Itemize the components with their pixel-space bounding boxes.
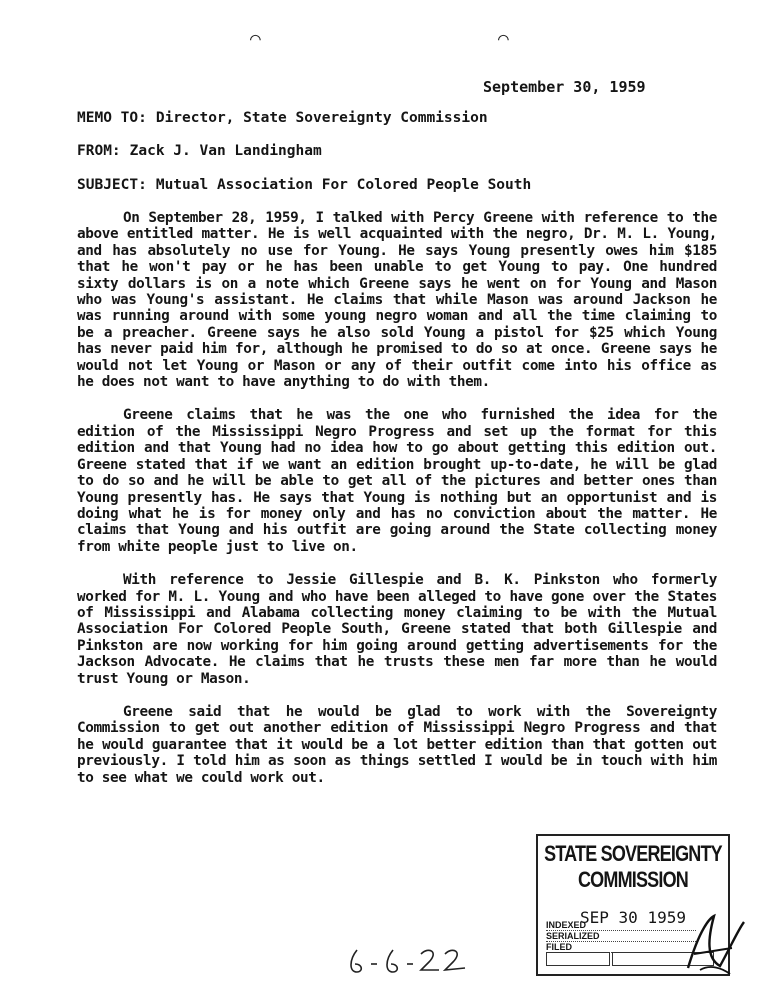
memo-to-line [77,110,488,126]
punch-mark-right: ⌒ [498,28,509,49]
body-paragraph: With reference to Jessie Gillespie and B. K. Pinkston who formerly worked for M. L. Young and who have been alleged to have gone over the States of Mississippi and Alabama collecting money claiming to be with the Mutual Association For Colored People South, Greene stated that both Gillespie and Pinkston are now working for him going around getting advertisements for the Jackson Advocate. He claims that he trusts these men far more than he would trust Young or Mason. [77,572,717,687]
subject-line [77,177,531,193]
initials-signature [680,908,750,978]
memo-to-value: Director, State Sovereignty Commission [155,110,488,126]
body-paragraph: Greene claims that he was the one who furnished the idea for the edition of the Mississippi Negro Progress and set up the format for this edition and that Young had no idea how to go about getting this edition out. Greene stated that if we want an edition brought up-to-date, he will be glad to do so and he will be able to get all of the pictures and better ones than Young presently has. He says that Young is nothing but an opportunist and is doing what he is for money only and has no conviction about the matter. He claims that Young and his outfit are going around the State collecting money from white people just to live on. [77,407,717,555]
memo-to-label: MEMO TO: [77,110,147,126]
memo-date: September 30, 1959 [483,78,646,96]
punch-mark-left: ⌒ [250,28,261,49]
memo-body [77,210,717,803]
subject-value: Mutual Association For Colored People South [155,177,532,193]
stamp-field-indexed: INDEXED [546,920,696,931]
stamp-field-filed: FILED [546,942,696,953]
body-paragraph: Greene said that he would be glad to work with the Sovereignty Commission to get out another edition of Mississippi Negro Progress and that he would guarantee that it would be a lot better edition than that gotten out previously. I told him as soon as things settled I would be in touch with him to see what we could work out. [77,703,717,786]
stamp-date: SEP 30 1959 [580,908,686,927]
stamp-title: STATE SOVEREIGNTY COMMISSION [544,840,722,892]
stamp-box [546,952,610,966]
stamp-field-serialized: SERIALIZED [546,931,696,942]
from-line [77,143,322,159]
subject-label: SUBJECT: [77,177,147,193]
handwritten-file-number [345,940,485,980]
from-label: FROM: [77,143,121,159]
from-value: Zack J. Van Landingham [129,143,322,159]
body-paragraph: On September 28, 1959, I talked with Percy Greene with reference to the above entitled matter. He is well acquainted with the negro, Dr. M. L. Young, and has absolutely no use for Young. He says Young presently owes him $185 that he won't pay or he has been unable to get Young to pay. One hundred sixty dollars is on a note which Greene says he went on for Young and Mason who was Young's assistant. He claims that while Mason was around Jackson he was running around with some young negro woman and all the time claiming to be a preacher. Greene says he also sold Young a pistol for $25 which Young has never paid him for, although he promised to do so at once. Greene says he would not let Young or Mason or any of their outfit come into his office as he does not want to have anything to do with them. [77,210,717,391]
